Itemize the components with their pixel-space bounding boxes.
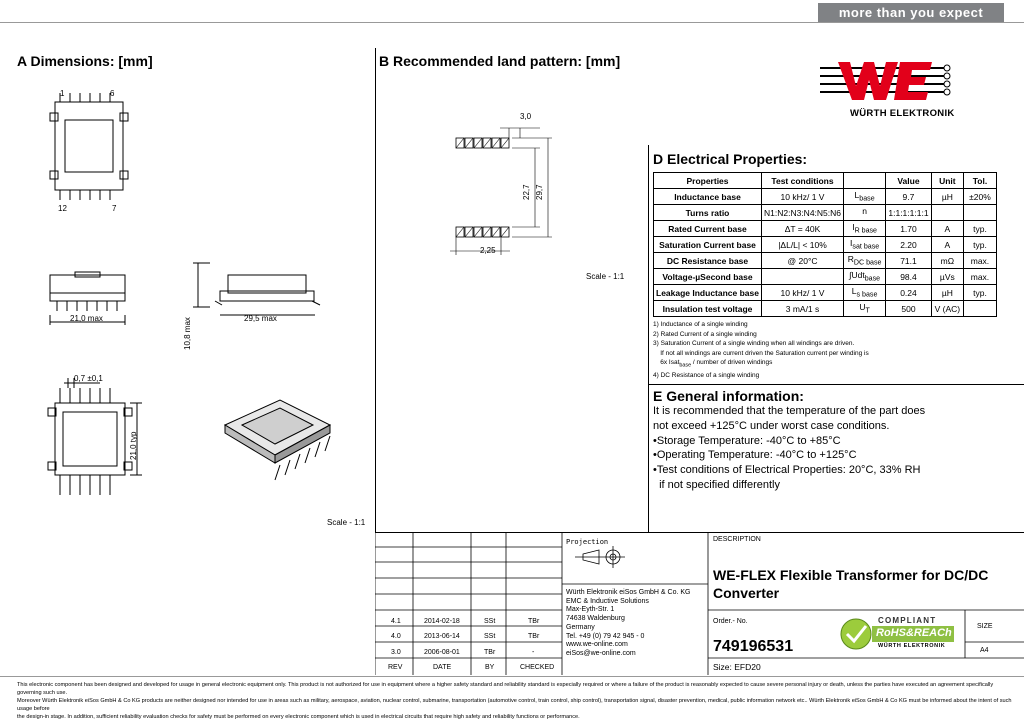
symbol-sub: s base bbox=[856, 290, 878, 299]
symbol bbox=[844, 253, 886, 269]
table-row bbox=[654, 237, 997, 253]
dimension-drawing bbox=[10, 85, 375, 525]
symbol-main: L bbox=[854, 190, 860, 201]
footnote-1: 1) Inductance of a single winding bbox=[653, 321, 748, 328]
header-tol: Tol. bbox=[963, 173, 996, 189]
property-name: Turns ratio bbox=[654, 205, 762, 221]
header-unit: Unit bbox=[931, 173, 963, 189]
general-info bbox=[653, 404, 1013, 493]
rev-row-3-checked: - bbox=[532, 649, 535, 656]
company-info bbox=[566, 589, 690, 659]
rev-row-2-date: 2013-06-14 bbox=[424, 633, 460, 640]
tolerance bbox=[963, 205, 996, 221]
divider-d-e bbox=[648, 384, 1024, 385]
rohs-title: RoHS&REACh bbox=[876, 627, 952, 639]
table-row bbox=[654, 221, 997, 237]
tolerance: ±20% bbox=[963, 189, 996, 205]
symbol bbox=[844, 237, 886, 253]
symbol-main: I bbox=[852, 222, 855, 233]
order-label: Order.- No. bbox=[713, 618, 748, 625]
order-number: 749196531 bbox=[713, 638, 794, 655]
test-condition: N1:N2:N3:N4:N5:N6 bbox=[762, 205, 844, 221]
footer-line: Moreover Würth Elektronik eiSos GmbH & Co KG products are neither designed nor intended for use in areas such as military, aerospace, aviation, nuclear control, submarine, transportation (automotive control, train control, ship control), transportation signal, disaster prevention, medical, public information network etc.. Würth Elektronik eiSos GmbH & Co KG must be informed about the intent of such usage before bbox=[17, 698, 1012, 712]
tolerance: typ. bbox=[963, 237, 996, 253]
tolerance bbox=[963, 301, 996, 317]
value: 1:1:1:1:1:1 bbox=[886, 205, 932, 221]
property-name: DC Resistance base bbox=[654, 253, 762, 269]
general-line: not exceed +125°C under worst case conditions. bbox=[653, 419, 890, 432]
property-name: Voltage-µSecond base bbox=[654, 269, 762, 285]
rev-row-1-rev: 4.1 bbox=[391, 618, 401, 625]
rev-row-2-by: SSt bbox=[484, 633, 496, 640]
footer-line: This electronic component has been designed and developed for usage in general electronic equipment only. This product is not authorized for use in equipment where a higher safety standard and reliability standard is especially required or where a failure of the product is reasonably expected to cause severe personal injury or death, unless the parties have executed an agreement specifically governing such use. bbox=[17, 682, 994, 696]
dim-land-297: 29,7 bbox=[535, 184, 544, 200]
rev-row-3-by: TBr bbox=[484, 649, 496, 656]
symbol bbox=[844, 285, 886, 301]
legal-footer bbox=[17, 681, 1012, 721]
footnote-3-cont2 bbox=[653, 358, 993, 371]
general-line: if not specified differently bbox=[653, 478, 780, 491]
logo-w bbox=[838, 62, 898, 100]
footnote-isat-sub: base bbox=[679, 362, 692, 369]
dim-land-30: 3,0 bbox=[520, 112, 532, 121]
rohs-brand: WÜRTH ELEKTRONIK bbox=[878, 643, 946, 649]
general-line: •Test conditions of Electrical Properties: 20°C, 33% RH bbox=[653, 464, 921, 477]
symbol bbox=[844, 189, 886, 205]
property-name: Insulation test voltage bbox=[654, 301, 762, 317]
unit: µH bbox=[931, 189, 963, 205]
company-name: Würth Elektronik eiSos GmbH & Co. KG bbox=[566, 589, 691, 596]
bottom-view-drawing bbox=[48, 378, 142, 495]
symbol-sub: DC base bbox=[853, 258, 882, 267]
property-name: Rated Current base bbox=[654, 221, 762, 237]
unit: V (AC) bbox=[931, 301, 963, 317]
rev-row-1-checked: TBr bbox=[528, 618, 540, 625]
scale-a: Scale - 1:1 bbox=[327, 518, 366, 527]
value: 71.1 bbox=[886, 253, 932, 269]
test-condition: ΔT = 40K bbox=[762, 221, 844, 237]
footnote-3-cont: If not all windings are current driven the Saturation current per winding is bbox=[653, 349, 869, 357]
tolerance: max. bbox=[963, 253, 996, 269]
test-condition: 10 kHz/ 1 V bbox=[762, 285, 844, 301]
table-row bbox=[654, 253, 997, 269]
header-properties: Properties bbox=[654, 173, 762, 189]
pin-7-label: 7 bbox=[112, 204, 117, 213]
company-division: EMC & Inductive Solutions bbox=[566, 597, 649, 605]
rev-row-1-by: SSt bbox=[484, 618, 496, 625]
footnote-4: 4) DC Resistance of a single winding bbox=[653, 371, 760, 379]
rev-header-date: DATE bbox=[433, 664, 452, 671]
dim-land-225: 2,25 bbox=[480, 246, 496, 255]
company-web: www.we-online.com bbox=[566, 641, 628, 649]
symbol-main: ∫Udt bbox=[849, 270, 865, 281]
divider-b-d bbox=[648, 145, 649, 533]
land-pads-top bbox=[456, 138, 509, 148]
table-row bbox=[654, 189, 997, 205]
header-symbol bbox=[844, 173, 886, 189]
scale-b: Scale - 1:1 bbox=[586, 272, 625, 281]
header-test-conditions: Test conditions bbox=[762, 173, 844, 189]
land-pads-bottom bbox=[456, 227, 509, 237]
company-country: Germany bbox=[566, 623, 595, 631]
section-a-title: A Dimensions: [mm] bbox=[17, 53, 153, 69]
symbol bbox=[844, 221, 886, 237]
dim-typ: 21,0 typ bbox=[129, 431, 138, 460]
projection-symbol bbox=[575, 546, 625, 568]
logo-brand-text: WÜRTH ELEKTRONIK bbox=[850, 108, 955, 119]
description-text: WE-FLEX Flexible Transformer for DC/DC Converter bbox=[713, 567, 989, 601]
pad-hatching bbox=[456, 138, 509, 237]
symbol-sub: T bbox=[865, 306, 870, 315]
symbol-main: n bbox=[862, 206, 867, 217]
value: 0.24 bbox=[886, 285, 932, 301]
table-row bbox=[654, 269, 997, 285]
value: 1.70 bbox=[886, 221, 932, 237]
unit bbox=[931, 205, 963, 221]
tolerance: max. bbox=[963, 269, 996, 285]
section-e-title: E General information: bbox=[653, 388, 804, 404]
pin-6-label: 6 bbox=[110, 89, 115, 98]
electrical-properties-table bbox=[653, 172, 997, 317]
dim-pin-width: 0,7 ±0,1 bbox=[74, 374, 103, 383]
value: 2.20 bbox=[886, 237, 932, 253]
rev-header-checked: CHECKED bbox=[520, 664, 555, 671]
section-b-title: B Recommended land pattern: [mm] bbox=[379, 53, 621, 69]
footnotes bbox=[653, 320, 993, 380]
tolerance: typ. bbox=[963, 221, 996, 237]
section-d-title: D Electrical Properties: bbox=[653, 151, 808, 167]
land-pattern-drawing bbox=[440, 110, 580, 260]
symbol-sub: R base bbox=[854, 226, 877, 235]
footnote-3: 3) Saturation Current of a single winding when all windings are driven. bbox=[653, 340, 855, 347]
general-line: It is recommended that the temperature of the part does bbox=[653, 405, 926, 417]
table-row bbox=[654, 285, 997, 301]
general-line: •Operating Temperature: -40°C to +125°C bbox=[653, 449, 857, 462]
unit: A bbox=[931, 221, 963, 237]
symbol bbox=[844, 205, 886, 221]
rohs-compliant: COMPLIANT bbox=[878, 616, 937, 625]
rev-row-2-checked: TBr bbox=[528, 633, 540, 640]
symbol bbox=[844, 301, 886, 317]
unit: µH bbox=[931, 285, 963, 301]
rev-row-3-rev: 3.0 bbox=[391, 649, 401, 656]
pin-1-label: 1 bbox=[60, 89, 65, 98]
property-name: Inductance base bbox=[654, 189, 762, 205]
dim-length: 29,5 max bbox=[244, 314, 277, 323]
symbol-main: R bbox=[847, 254, 854, 265]
footer-rule bbox=[0, 676, 1024, 677]
symbol-main: L bbox=[851, 286, 857, 297]
test-condition: |ΔL/L| < 10% bbox=[762, 237, 844, 253]
test-condition bbox=[762, 269, 844, 285]
symbol bbox=[844, 269, 886, 285]
rev-header-by: BY bbox=[485, 664, 495, 671]
projection-label: Projection bbox=[566, 538, 609, 546]
top-rule bbox=[0, 22, 1024, 23]
symbol-sub: base bbox=[864, 274, 881, 283]
rev-row-3-date: 2006-08-01 bbox=[424, 649, 460, 656]
dim-width: 21,0 max bbox=[70, 314, 103, 323]
tolerance: typ. bbox=[963, 285, 996, 301]
header-value: Value bbox=[886, 173, 932, 189]
company-phone: Tel. +49 (0) 79 42 945 - 0 bbox=[566, 632, 645, 640]
table-header-row bbox=[654, 173, 997, 189]
footnote-isat: 6x Isat bbox=[653, 359, 680, 366]
rohs-badge bbox=[838, 614, 956, 654]
dim-land-227: 22,7 bbox=[522, 184, 531, 200]
dim-height: 10,8 max bbox=[183, 317, 192, 350]
slogan-banner: more than you expect bbox=[818, 3, 1004, 22]
table-row bbox=[654, 301, 997, 317]
test-condition: 10 kHz/ 1 V bbox=[762, 189, 844, 205]
table-row bbox=[654, 205, 997, 221]
company-street: Max-Eyth-Str. 1 bbox=[566, 606, 615, 614]
footnote-isat-tail: / number of driven windings bbox=[691, 359, 773, 366]
property-name: Leakage Inductance base bbox=[654, 285, 762, 301]
value: 500 bbox=[886, 301, 932, 317]
rev-header-rev: REV bbox=[388, 664, 403, 671]
property-name: Saturation Current base bbox=[654, 237, 762, 253]
company-email: eiSos@we-online.com bbox=[566, 649, 636, 657]
symbol-main: I bbox=[850, 238, 853, 249]
top-view-drawing bbox=[50, 93, 128, 200]
footer-line: the design-in stage. In addition, sufficient reliability evaluation checks for safety must be performed on every electronic component which is used in electrical circuits that require high safety and reliability functions or performance. bbox=[17, 714, 580, 720]
test-condition: 3 mA/1 s bbox=[762, 301, 844, 317]
rev-row-1-date: 2014-02-18 bbox=[424, 618, 460, 625]
footnote-2: 2) Rated Current of a single winding bbox=[653, 330, 757, 338]
general-line: •Storage Temperature: -40°C to +85°C bbox=[653, 434, 841, 447]
unit: A bbox=[931, 237, 963, 253]
symbol-main: U bbox=[859, 302, 866, 313]
divider-a-b bbox=[375, 48, 376, 533]
logo-e bbox=[894, 62, 932, 100]
unit: mΩ bbox=[931, 253, 963, 269]
test-condition: @ 20°C bbox=[762, 253, 844, 269]
we-logo bbox=[820, 58, 960, 110]
pin-12-label: 12 bbox=[58, 204, 67, 213]
value: 9.7 bbox=[886, 189, 932, 205]
size-label: SIZE bbox=[977, 623, 993, 630]
unit: µVs bbox=[931, 269, 963, 285]
isometric-view-drawing bbox=[225, 400, 330, 480]
description-label: DESCRIPTION bbox=[713, 536, 761, 543]
size-line: Size: EFD20 bbox=[713, 662, 761, 672]
symbol-sub: sat base bbox=[852, 242, 880, 251]
symbol-sub: base bbox=[859, 194, 875, 203]
side-view-drawing bbox=[193, 263, 320, 315]
value: 98.4 bbox=[886, 269, 932, 285]
size-value: A4 bbox=[980, 647, 989, 654]
company-city: 74638 Waldenburg bbox=[566, 615, 625, 623]
rev-row-2-rev: 4.0 bbox=[391, 633, 401, 640]
